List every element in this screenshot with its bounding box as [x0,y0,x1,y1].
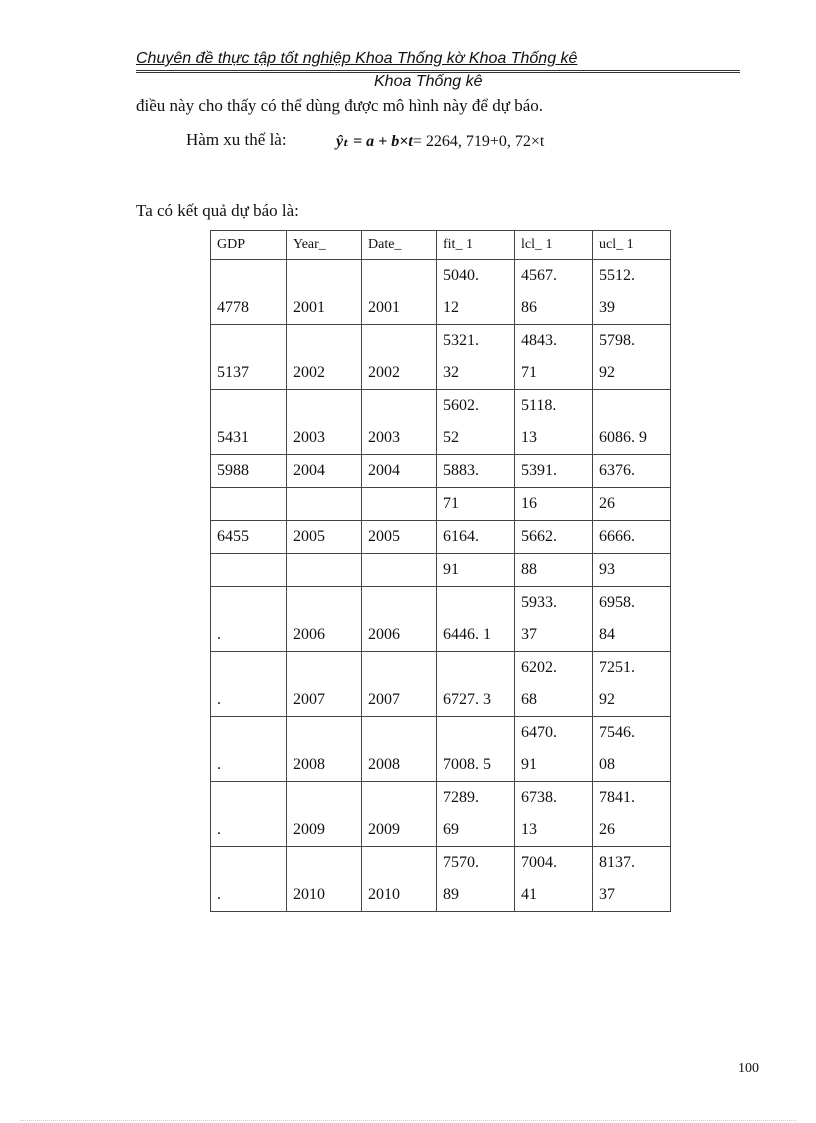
table-cell [362,587,437,652]
cell-line: 4843. [521,332,557,349]
cell-line: 7008. 5 [443,756,491,773]
table-row [211,260,671,325]
table-cell [362,717,437,782]
table-cell [362,521,437,554]
cell-line [368,488,430,520]
table-cell [515,488,593,521]
cell-line: 2008 [368,756,400,773]
cell-line [368,847,430,879]
cell-line: 7289. [443,789,479,806]
cell-line: 2002 [368,364,400,381]
cell-line: 2010 [368,886,400,903]
table-cell [515,260,593,325]
cell-line: 2008 [293,756,325,773]
cell-line: 52 [443,429,459,446]
table-cell [593,390,671,455]
table-cell [515,847,593,912]
formula-values: = 2264, 719+0, 72×t [412,133,545,150]
table-cell [211,455,287,488]
cell-line [443,717,508,749]
cell-line: 37 [521,626,537,643]
cell-line: 5512. [599,267,635,284]
table-cell [287,455,362,488]
cell-line: 2006 [293,626,325,643]
cell-line: 88 [521,561,537,578]
cell-line: . [217,886,221,903]
cell-line: 6455 [217,528,249,545]
table-cell [362,455,437,488]
cell-line [217,488,280,520]
cell-line: 5431 [217,429,249,446]
cell-line: 2009 [368,821,400,838]
table-cell [211,554,287,587]
table-cell [437,488,515,521]
cell-line [293,652,355,684]
cell-line [368,260,430,292]
table-row [211,717,671,782]
table-cell [437,847,515,912]
table-cell [287,782,362,847]
table-cell [437,587,515,652]
cell-line: 84 [599,626,615,643]
cell-line: 6470. [521,724,557,741]
table-cell [593,587,671,652]
table-cell [515,325,593,390]
cell-line [217,554,280,586]
cell-line: 2001 [368,299,400,316]
cell-line [293,390,355,422]
cell-line: 26 [599,821,615,838]
column-header: ucl_ 1 [593,231,671,260]
trend-formula [336,131,544,151]
footer-divider [20,1120,796,1121]
cell-line: 32 [443,364,459,381]
table-cell [211,390,287,455]
table-row [211,652,671,717]
table-cell [211,587,287,652]
header-rule [136,70,740,71]
column-header: fit_ 1 [437,231,515,260]
table-row [211,554,671,587]
cell-line: 6202. [521,659,557,676]
cell-line [368,652,430,684]
table-cell [287,554,362,587]
cell-line: 7251. [599,659,635,676]
cell-line [443,652,508,684]
cell-line: 39 [599,299,615,316]
cell-line: 13 [521,429,537,446]
cell-line: 6738. [521,789,557,806]
cell-line [217,587,280,619]
cell-line [599,390,664,422]
table-cell [515,455,593,488]
cell-line: 2007 [368,691,400,708]
table-cell [211,260,287,325]
table-cell [287,488,362,521]
table-cell [362,652,437,717]
cell-line: 2005 [368,528,400,545]
table-cell [362,260,437,325]
table-row [211,455,671,488]
table-cell [515,652,593,717]
table-cell [593,717,671,782]
paragraph-conclusion: điều này cho thấy có thể dùng được mô hình này để dự báo. [136,96,543,115]
table-cell [362,325,437,390]
cell-line: 6376. [599,462,635,479]
table-cell [437,260,515,325]
cell-line: 2002 [293,364,325,381]
cell-line: 71 [443,495,459,512]
cell-line: 6164. [443,528,479,545]
cell-line: 2003 [368,429,400,446]
table-body [211,260,671,912]
forecast-table [210,230,671,912]
cell-line: 4778 [217,299,249,316]
cell-line: 5798. [599,332,635,349]
cell-line: 2001 [293,299,325,316]
table-cell [287,652,362,717]
cell-line [217,782,280,814]
cell-line: 2005 [293,528,325,545]
cell-line: 92 [599,691,615,708]
cell-line [368,554,430,586]
cell-line: 08 [599,756,615,773]
paragraph-forecast-intro: Ta có kết quả dự báo là: [136,201,299,220]
cell-line: 2004 [293,462,325,479]
cell-line: 16 [521,495,537,512]
table-cell [362,390,437,455]
cell-line: 5662. [521,528,557,545]
cell-line [368,390,430,422]
table-cell [362,488,437,521]
cell-line: 4567. [521,267,557,284]
table-cell [211,652,287,717]
table-row [211,521,671,554]
cell-line [293,587,355,619]
header-subtitle: Khoa Thống kê [374,73,483,90]
table-row [211,782,671,847]
cell-line: 12 [443,299,459,316]
table-cell [211,325,287,390]
trend-label: Hàm xu thế là: [186,130,287,149]
cell-line: 92 [599,364,615,381]
cell-line: 5933. [521,594,557,611]
formula-symbolic: ŷₜ = a + b×t [336,133,413,150]
cell-line: 37 [599,886,615,903]
cell-line: 2003 [293,429,325,446]
column-header: Year_ [287,231,362,260]
table-cell [593,652,671,717]
cell-line: 5321. [443,332,479,349]
column-header: lcl_ 1 [515,231,593,260]
cell-line: 86 [521,299,537,316]
table-cell [287,717,362,782]
cell-line [217,260,280,292]
table-cell [437,652,515,717]
table-cell [593,325,671,390]
table-cell [211,488,287,521]
cell-line [217,652,280,684]
cell-line: 91 [443,561,459,578]
cell-line: 5988 [217,462,249,479]
table-cell [211,847,287,912]
cell-line [443,587,508,619]
page-number: 100 [738,1061,759,1076]
cell-line: 5391. [521,462,557,479]
table-row [211,488,671,521]
cell-line: 8137. [599,854,635,871]
table-cell [437,325,515,390]
table-cell [211,521,287,554]
table-cell [437,554,515,587]
table-row [211,587,671,652]
table-cell [437,782,515,847]
cell-line: 2007 [293,691,325,708]
cell-line [293,488,355,520]
cell-line: 2006 [368,626,400,643]
cell-line: . [217,626,221,643]
table-cell [287,325,362,390]
cell-line: 41 [521,886,537,903]
table-cell [515,782,593,847]
table-row [211,390,671,455]
table-cell [287,587,362,652]
header-title: Chuyên đề thực tập tốt nghiệp Khoa Thống kờ Khoa Thống kê [136,50,578,67]
column-header: Date_ [362,231,437,260]
table-cell [515,587,593,652]
table-cell [593,260,671,325]
table-cell [515,554,593,587]
table-cell [437,390,515,455]
cell-line [217,717,280,749]
table-cell [593,455,671,488]
table-row [211,325,671,390]
cell-line: 26 [599,495,615,512]
cell-line: . [217,756,221,773]
cell-line: 93 [599,561,615,578]
table-cell [593,554,671,587]
cell-line [293,325,355,357]
table-header-row [211,231,671,260]
cell-line: 71 [521,364,537,381]
cell-line [368,717,430,749]
table-cell [211,782,287,847]
cell-line: 2010 [293,886,325,903]
cell-line: 5118. [521,397,557,414]
cell-line [217,847,280,879]
cell-line: 91 [521,756,537,773]
cell-line: 2009 [293,821,325,838]
cell-line: 5137 [217,364,249,381]
table-cell [211,717,287,782]
table-cell [515,521,593,554]
cell-line: 89 [443,886,459,903]
table-cell [437,717,515,782]
table-cell [515,717,593,782]
cell-line [217,390,280,422]
cell-line [293,782,355,814]
cell-line: 6086. 9 [599,429,647,446]
cell-line [293,717,355,749]
cell-line: 7841. [599,789,635,806]
table-cell [593,847,671,912]
cell-line [293,554,355,586]
table-cell [362,782,437,847]
cell-line [368,587,430,619]
cell-line: 7546. [599,724,635,741]
cell-line: 68 [521,691,537,708]
cell-line: 13 [521,821,537,838]
cell-line [368,325,430,357]
cell-line: 5883. [443,462,479,479]
cell-line [368,782,430,814]
cell-line: 6727. 3 [443,691,491,708]
table-cell [593,488,671,521]
table-cell [362,554,437,587]
table-cell [287,521,362,554]
table-cell [362,847,437,912]
table-cell [593,521,671,554]
table-cell [515,390,593,455]
cell-line: . [217,691,221,708]
table-cell [287,260,362,325]
table-cell [437,455,515,488]
cell-line [217,325,280,357]
table-cell [593,782,671,847]
cell-line: 6958. [599,594,635,611]
cell-line: 6666. [599,528,635,545]
cell-line: 2004 [368,462,400,479]
cell-line: 5040. [443,267,479,284]
table-cell [287,390,362,455]
table-cell [287,847,362,912]
cell-line: 7004. [521,854,557,871]
column-header: GDP [211,231,287,260]
cell-line: . [217,821,221,838]
table-cell [437,521,515,554]
cell-line: 7570. [443,854,479,871]
cell-line [293,847,355,879]
cell-line: 69 [443,821,459,838]
cell-line: 5602. [443,397,479,414]
table-row [211,847,671,912]
cell-line [293,260,355,292]
cell-line: 6446. 1 [443,626,491,643]
